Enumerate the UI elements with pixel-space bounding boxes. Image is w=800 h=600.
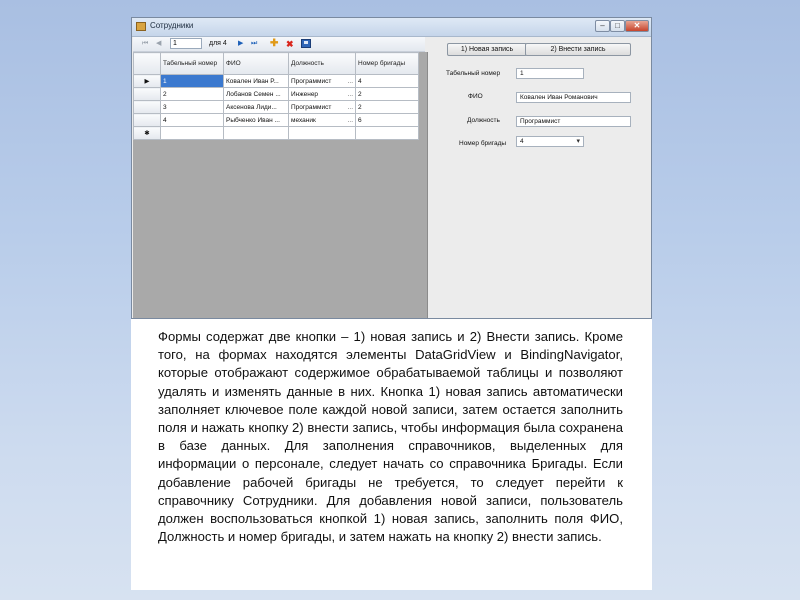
move-previous-icon[interactable]: ◀ bbox=[156, 40, 162, 47]
move-first-icon[interactable]: ⏮ bbox=[142, 40, 149, 47]
cell-tab-number[interactable]: 4 bbox=[161, 114, 224, 127]
cell-position-value: механик bbox=[291, 116, 316, 124]
minimize-button[interactable]: – bbox=[595, 20, 610, 32]
table-row[interactable] bbox=[134, 75, 419, 88]
cell-brigade[interactable]: 6 bbox=[356, 114, 419, 127]
column-header-brigade[interactable]: Номер бригады bbox=[356, 53, 419, 75]
slide-panel bbox=[131, 17, 652, 590]
table-row[interactable] bbox=[134, 114, 419, 127]
brigade-label: Номер бригады bbox=[459, 140, 507, 147]
cell-brigade[interactable]: 2 bbox=[356, 101, 419, 114]
employees-window bbox=[131, 17, 652, 319]
fio-field[interactable]: Ковален Иван Романович bbox=[516, 92, 631, 103]
cell-tab-number[interactable] bbox=[161, 127, 224, 140]
cell-brigade[interactable] bbox=[356, 127, 419, 140]
cell-position-value: Программист bbox=[291, 77, 332, 85]
position-field[interactable]: Программист bbox=[516, 116, 631, 127]
close-button[interactable]: ✕ bbox=[625, 20, 649, 32]
cell-tab-number[interactable]: 2 bbox=[161, 88, 224, 101]
move-last-icon[interactable]: ⏭ bbox=[251, 40, 258, 47]
cell-fio[interactable]: Аксенова Лиди... bbox=[224, 101, 289, 114]
app-icon bbox=[136, 22, 146, 31]
column-header-fio[interactable]: ФИО bbox=[224, 53, 289, 75]
current-row-indicator: ▶ bbox=[134, 75, 161, 88]
cell-fio[interactable]: Ковален Иван Р... bbox=[224, 75, 289, 88]
row-header-corner bbox=[134, 53, 161, 75]
insert-record-button[interactable]: 2) Внести запись bbox=[525, 43, 631, 56]
combo-ellipsis[interactable]: ... bbox=[347, 90, 353, 98]
table-row[interactable] bbox=[134, 88, 419, 101]
position-label: Должность bbox=[467, 117, 500, 124]
new-record-button[interactable]: 1) Новая запись bbox=[447, 43, 527, 56]
delete-icon[interactable]: ✖ bbox=[286, 39, 294, 49]
cell-position[interactable] bbox=[289, 127, 356, 140]
cell-tab-number[interactable]: 1 bbox=[161, 75, 224, 88]
fio-label: ФИО bbox=[468, 93, 483, 100]
cell-position[interactable] bbox=[289, 101, 356, 114]
new-row[interactable] bbox=[134, 127, 419, 140]
add-new-icon[interactable]: ✚ bbox=[270, 38, 279, 49]
combo-ellipsis[interactable]: ... bbox=[347, 103, 353, 111]
cell-fio[interactable]: Лобанов Семен ... bbox=[224, 88, 289, 101]
new-row-indicator: ✱ bbox=[134, 127, 161, 140]
cell-position-value: Инженер bbox=[291, 90, 319, 98]
save-icon[interactable] bbox=[301, 39, 311, 48]
employees-table bbox=[133, 52, 419, 140]
cell-fio[interactable]: Рыбченко Иван ... bbox=[224, 114, 289, 127]
position-input[interactable]: 1 bbox=[170, 38, 202, 49]
data-grid-view[interactable] bbox=[133, 52, 428, 318]
move-next-icon[interactable]: ▶ bbox=[238, 40, 244, 47]
tab-number-field[interactable]: 1 bbox=[516, 68, 584, 79]
cell-tab-number[interactable]: 3 bbox=[161, 101, 224, 114]
row-header[interactable] bbox=[134, 114, 161, 127]
description-paragraph: Формы содержат две кнопки – 1) новая запись и 2) Внести запись. Кроме того, на формах находятся элементы DataGridView и BindingNavigator, которые отображают содержимое обрабатываемой таблицы и позволяют удалять и изменять данные в них. Кнопка 1) новая запись автоматически заполняет ключевое поле каждой новой записи, затем остается заполнить поля и нажать кнопку 2) внести запись, чтобы информация была сохранена в базе данных. Для заполнения справочников, выделенных для информации о персонале, следует начать со справочника Бригады. Если добавление рабочей бригады не требуется, то следует перейти к справочнику Сотрудники. Для добавления новой записи, пользователь должен воспользоваться кнопкой 1) новая запись, заполнить поля ФИО, Должность и номер бригады, и затем нажать на кнопку 2) внести запись. bbox=[158, 329, 623, 545]
maximize-button[interactable]: □ bbox=[610, 20, 625, 32]
record-count-label: для 4 bbox=[209, 40, 227, 47]
column-header-tab-number[interactable]: Табельный номер bbox=[161, 53, 224, 75]
row-header[interactable] bbox=[134, 101, 161, 114]
table-row[interactable] bbox=[134, 101, 419, 114]
window-title: Сотрудники bbox=[150, 21, 194, 30]
cell-position[interactable] bbox=[289, 88, 356, 101]
tab-number-label: Табельный номер bbox=[446, 70, 501, 77]
cell-brigade[interactable]: 2 bbox=[356, 88, 419, 101]
cell-position[interactable] bbox=[289, 114, 356, 127]
brigade-select[interactable]: 4 ▾ bbox=[516, 136, 584, 147]
cell-position-value: Программист bbox=[291, 103, 332, 111]
cell-position[interactable] bbox=[289, 75, 356, 88]
binding-navigator bbox=[133, 37, 425, 52]
row-header[interactable] bbox=[134, 88, 161, 101]
combo-ellipsis[interactable]: ... bbox=[347, 77, 353, 85]
cell-brigade[interactable]: 4 bbox=[356, 75, 419, 88]
column-header-position[interactable]: Должность bbox=[289, 53, 356, 75]
combo-ellipsis[interactable]: ... bbox=[347, 116, 353, 124]
cell-fio[interactable] bbox=[224, 127, 289, 140]
title-bar[interactable] bbox=[132, 18, 651, 37]
